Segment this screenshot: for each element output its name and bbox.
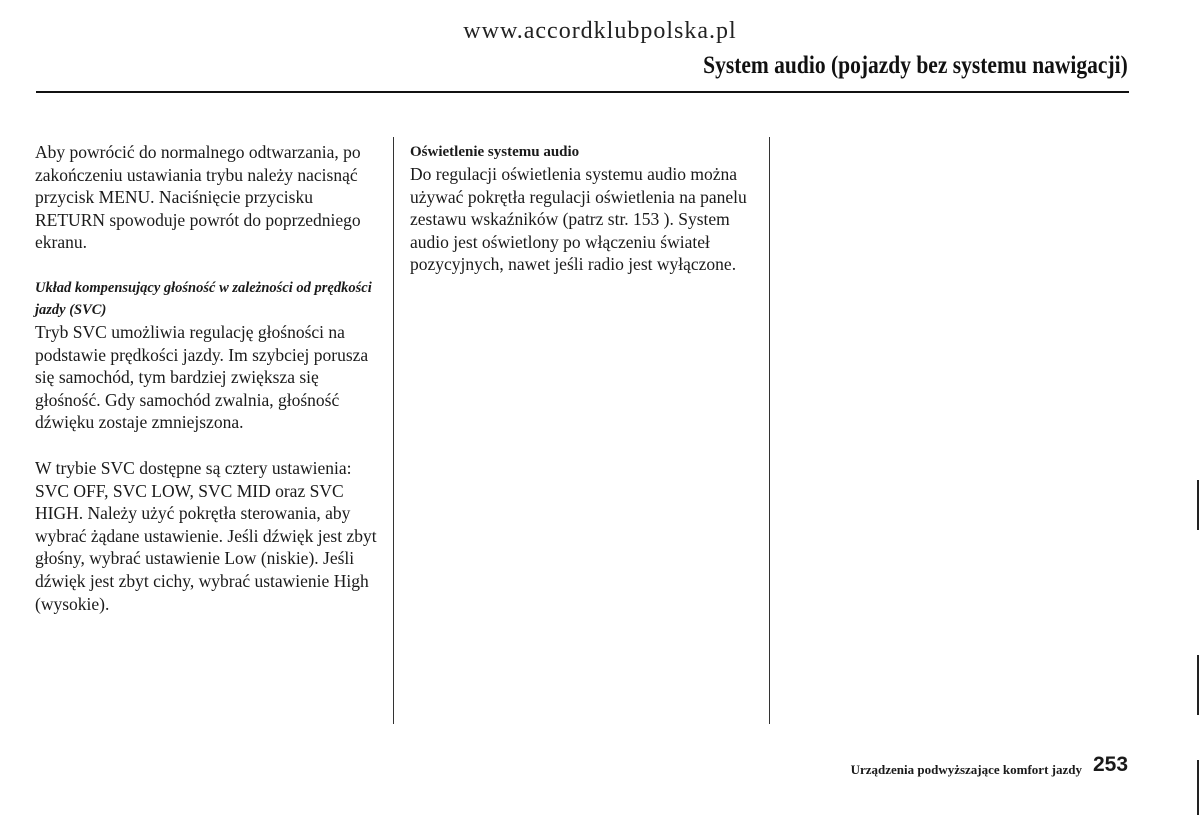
svc-subheading: Układ kompensujący głośność w zależności od prędkości jazdy (SVC) xyxy=(35,279,372,318)
text-column-1 xyxy=(35,141,385,615)
column-divider-left xyxy=(393,137,394,724)
page-number: 253 xyxy=(1093,753,1129,776)
paragraph-svc-description: Tryb SVC umożliwia regulację głośności na podstawie prędkości jazdy. Im szybciej porusza się samochód, tym bardziej zwiększa się głośność. Gdy samochód zwalnia, głośność dźwięku zostaje zmniejszona. xyxy=(35,321,369,433)
illumination-heading: Oświetlenie systemu audio xyxy=(410,144,580,160)
column-divider-right xyxy=(769,137,770,724)
site-url: www.accordklubpolska.pl xyxy=(463,18,737,44)
paragraph-illumination: Do regulacji oświetlenia systemu audio można używać pokrętła regulacji oświetlenia na panelu zestawu wskaźników (patrz str. 153 ). System audio jest oświetlony po włączeniu świateł pozycyjnych, nawet jeśli radio jest wyłączone. xyxy=(410,164,747,275)
page-title: System audio (pojazdy bez systemu nawigacji) xyxy=(703,52,1128,79)
paragraph-svc-settings: W trybie SVC dostępne są cztery ustawienia: SVC OFF, SVC LOW, SVC MID oraz SVC HIGH. Należy użyć pokrętła sterowania, aby wybrać żądane ustawienie. Jeśli dźwięk jest zbyt głośny, wybrać ustawienie Low (niskie). Jeśli dźwięk jest zbyt cichy, wybrać ustawienie High (wysokie). xyxy=(35,457,377,614)
edge-mark xyxy=(1197,760,1199,815)
paragraph-return-menu: Aby powrócić do normalnego odtwarzania, po zakończeniu ustawiania trybu należy nacisnąć przycisk MENU. Naciśnięcie przycisku RETURN spowoduje powrót do poprzedniego ekranu. xyxy=(35,142,361,253)
edge-mark xyxy=(1197,480,1199,530)
header-rule xyxy=(36,91,1129,93)
footer-section-title: Urządzenia podwyższające komfort jazdy xyxy=(850,762,1082,777)
text-column-2 xyxy=(410,141,760,276)
edge-mark xyxy=(1197,655,1199,715)
